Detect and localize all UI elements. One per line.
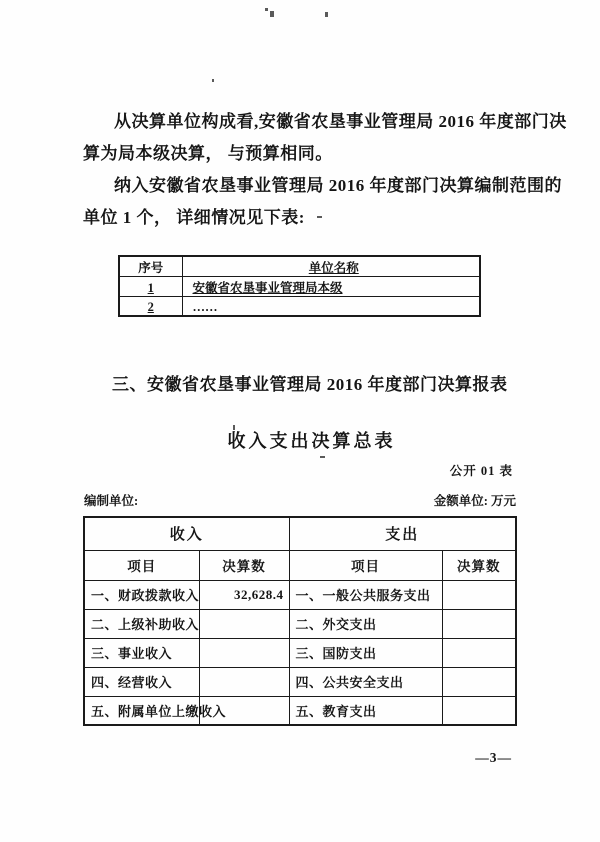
- income-amount-cell: 32,628.4: [199, 580, 289, 609]
- expense-amount-cell: [442, 609, 516, 638]
- section-heading: 三、安徽省农垦事业管理局 2016 年度部门决算报表: [112, 375, 508, 394]
- table-row: [84, 609, 516, 638]
- table-row: [119, 296, 480, 316]
- expense-group-header: 支出: [289, 517, 516, 550]
- scan-speck: [212, 79, 214, 82]
- unit-list-table: [118, 255, 481, 317]
- table-meta-row: [84, 491, 516, 509]
- income-item-cell: 二、上级补助收入: [84, 609, 199, 638]
- scan-speck: [320, 456, 325, 458]
- income-item-cell: 三、事业收入: [84, 638, 199, 667]
- income-amount-cell: [199, 667, 289, 696]
- table-row: [84, 667, 516, 696]
- income-amount-cell: [199, 638, 289, 667]
- expense-amount-header: 决算数: [442, 550, 516, 580]
- income-item-cell: 五、附属单位上缴收入: [84, 696, 199, 725]
- income-expense-table: [83, 516, 517, 726]
- intro-paragraphs: [83, 106, 567, 234]
- expense-item-cell: 一、一般公共服务支出: [289, 580, 442, 609]
- income-amount-cell: [199, 609, 289, 638]
- scan-speck: [270, 11, 274, 17]
- paragraph-line: 算为局本级决算， 与预算相同。: [83, 144, 333, 163]
- income-group-header: 收入: [84, 517, 289, 550]
- paragraph-line: 从决算单位构成看,安徽省农垦事业管理局 2016 年度部门决: [114, 112, 567, 131]
- table-header-row: [119, 256, 480, 276]
- income-item-cell: 一、财政拨款收入: [84, 580, 199, 609]
- amount-unit-label: 金额单位: 万元: [433, 494, 516, 508]
- income-item-header: 项目: [84, 550, 199, 580]
- cell-unit-name: ……: [182, 296, 480, 316]
- expense-item-cell: 三、国防支出: [289, 638, 442, 667]
- column-header-serial: 序号: [119, 256, 182, 276]
- expense-item-cell: 二、外交支出: [289, 609, 442, 638]
- page-number: —3—: [475, 750, 512, 765]
- expense-amount-cell: [442, 696, 516, 725]
- income-item-cell: 四、经营收入: [84, 667, 199, 696]
- income-amount-header: 决算数: [199, 550, 289, 580]
- column-header-unit-name: 单位名称: [182, 256, 480, 276]
- expense-amount-cell: [442, 667, 516, 696]
- table-row: [84, 696, 516, 725]
- cell-serial: 2: [119, 296, 182, 316]
- expense-item-cell: 五、教育支出: [289, 696, 442, 725]
- expense-item-cell: 四、公共安全支出: [289, 667, 442, 696]
- table-row: [84, 638, 516, 667]
- cell-unit-name: 安徽省农垦事业管理局本级: [182, 276, 480, 296]
- expense-amount-cell: [442, 580, 516, 609]
- paragraph-line: 纳入安徽省农垦事业管理局 2016 年度部门决算编制范围的: [114, 176, 562, 195]
- scan-speck: [265, 8, 268, 11]
- cell-serial: 1: [119, 276, 182, 296]
- scan-speck: [325, 12, 328, 17]
- table-row: [119, 276, 480, 296]
- group-header-row: [84, 517, 516, 550]
- expense-amount-cell: [442, 638, 516, 667]
- paragraph-line: 单位 1 个， 详细情况见下表:: [83, 208, 305, 227]
- expense-item-header: 项目: [289, 550, 442, 580]
- table-code-label: 公开 01 表: [449, 464, 513, 478]
- sub-header-row: [84, 550, 516, 580]
- report-title: 收入支出决算总表: [227, 431, 396, 451]
- prepared-by-label: 编制单位:: [84, 494, 139, 508]
- table-row: [84, 580, 516, 609]
